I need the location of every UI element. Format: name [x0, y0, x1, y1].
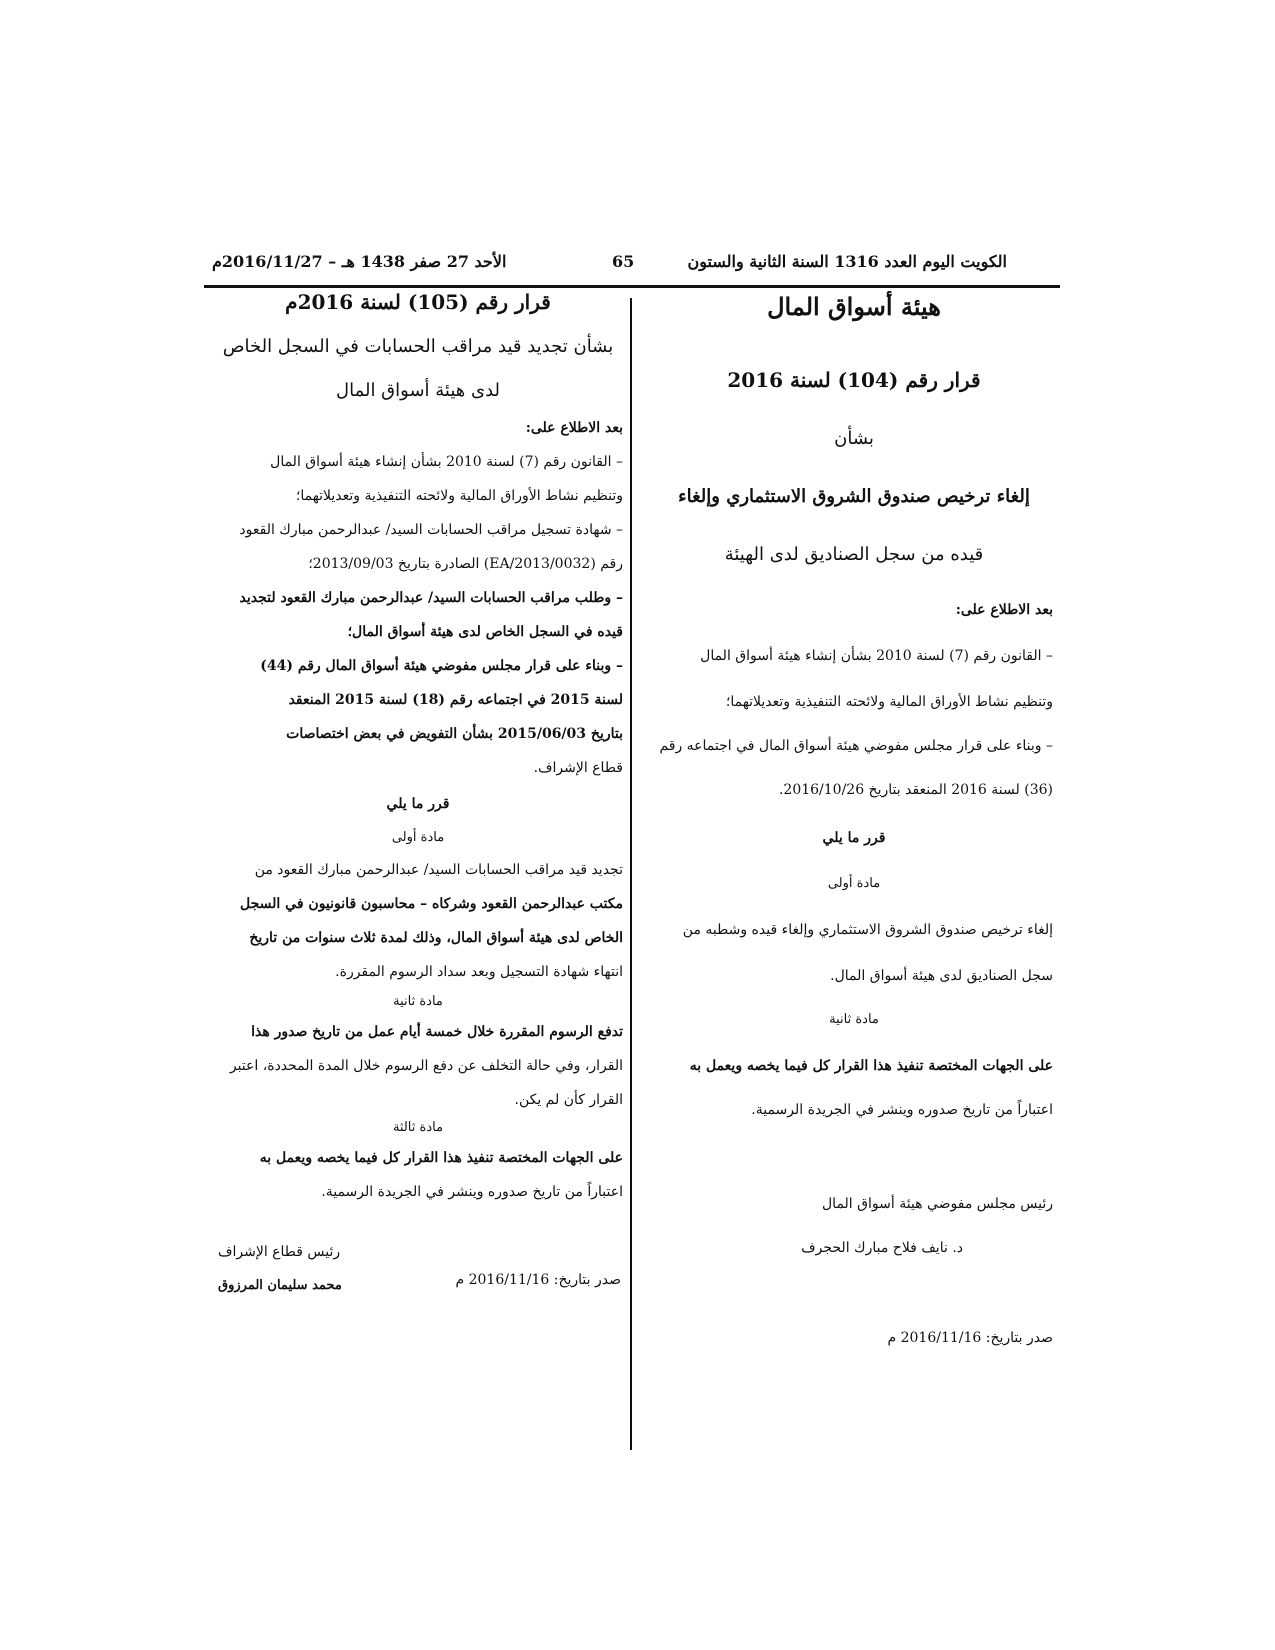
gazette-date-header: الأحد 27 صفر 1438 هـ – 2016/11/27م [212, 252, 507, 271]
decision-105-article-1-line: الخاص لدى هيئة أسواق المال، وذلك لمدة ثلاث سنوات من تاريخ [249, 930, 623, 946]
decision-105-issue-date: صدر بتاريخ: 2016/11/16 م [455, 1272, 621, 1288]
decision-105-article-3-line: على الجهات المختصة تنفيذ هذا القرار كل فيما يخصه ويعمل به [259, 1150, 623, 1166]
decision-105-preamble-line: – القانون رقم (7) لسنة 2010 بشأن إنشاء هيئة أسواق المال [270, 454, 623, 470]
decision-105-article-1-line: تجديد قيد مراقب الحسابات السيد/ عبدالرحمن مبارك القعود من [254, 862, 623, 878]
authority-title: هيئة أسواق المال [767, 292, 941, 321]
decision-105-article-3-title: مادة ثالثة [392, 1120, 444, 1135]
decision-105-number: قرار رقم (105) لسنة 2016م [285, 290, 551, 314]
decision-104-article-2-title: مادة ثانية [829, 1012, 879, 1027]
decision-104-after-review: بعد الاطلاع على: [955, 602, 1053, 618]
decision-105-decided: قرر ما يلي [386, 796, 450, 812]
decision-104-subject-line-2: قيده من سجل الصناديق لدى الهيئة [724, 544, 984, 565]
decision-104-decided: قرر ما يلي [822, 830, 886, 846]
decision-104-issue-date: صدر بتاريخ: 2016/11/16 م [887, 1330, 1053, 1346]
decision-105-preamble-line: – شهادة تسجيل مراقب الحسابات السيد/ عبدالرحمن مبارك القعود [239, 522, 623, 538]
decision-105-signatory-title: رئيس قطاع الإشراف [218, 1244, 341, 1260]
decision-105-article-2-title: مادة ثانية [393, 994, 443, 1009]
decision-105-article-1-line: انتهاء شهادة التسجيل وبعد سداد الرسوم المقررة. [335, 964, 623, 980]
decision-105-preamble-line: قطاع الإشراف. [533, 760, 623, 776]
decision-104-preamble-line: (36) لسنة 2016 المنعقد بتاريخ 2016/10/26. [778, 782, 1053, 798]
decision-104-preamble-line: – القانون رقم (7) لسنة 2010 بشأن إنشاء هيئة أسواق المال [700, 648, 1053, 664]
decision-104-regarding: بشأن [834, 428, 874, 449]
decision-104-number: قرار رقم (104) لسنة 2016 [727, 368, 981, 392]
decision-105-article-2-line: تدفع الرسوم المقررة خلال خمسة أيام عمل من تاريخ صدور هذا [251, 1024, 623, 1040]
decision-105-preamble-line: قيده في السجل الخاص لدى هيئة أسواق المال؛ [347, 624, 623, 640]
decision-104-article-2-line: على الجهات المختصة تنفيذ هذا القرار كل فيما يخصه ويعمل به [689, 1058, 1053, 1074]
decision-105-signatory-name: محمد سليمان المرزوق [218, 1278, 342, 1293]
decision-104-preamble-line: وتنظيم نشاط الأوراق المالية ولائحته التنفيذية وتعديلاتهما؛ [725, 694, 1053, 710]
decision-104-subject-line-1: إلغاء ترخيص صندوق الشروق الاستثماري وإلغاء [678, 486, 1030, 507]
decision-104-article-1-line: إلغاء ترخيص صندوق الشروق الاستثماري وإلغاء قيده وشطبه من [682, 922, 1053, 938]
decision-105-article-1-line: مكتب عبدالرحمن القعود وشركاه – محاسبون قانونيون في السجل [240, 896, 623, 912]
decision-105-preamble-line: وتنظيم نشاط الأوراق المالية ولائحته التنفيذية وتعديلاتهما؛ [295, 488, 623, 504]
decision-105-preamble-line: بتاريخ 2015/06/03 بشأن التفويض في بعض اختصاصات [286, 726, 623, 742]
decision-104-article-2-line: اعتباراً من تاريخ صدوره وينشر في الجريدة الرسمية. [751, 1102, 1053, 1118]
decision-104-article-1-line: سجل الصناديق لدى هيئة أسواق المال. [830, 968, 1053, 984]
decision-105-preamble-line: – وطلب مراقب الحسابات السيد/ عبدالرحمن مبارك القعود لتجديد [239, 590, 623, 606]
decision-104-signatory-name: د. نايف فلاح مبارك الحجرف [801, 1240, 963, 1256]
decision-105-preamble-line: – وبناء على قرار مجلس مفوضي هيئة أسواق المال رقم (44) [260, 658, 623, 674]
decision-104-article-1-title: مادة أولى [827, 876, 881, 891]
page-number: 65 [612, 252, 635, 271]
decision-105-preamble-line: لسنة 2015 في اجتماعه رقم (18) لسنة 2015 المنعقد [288, 692, 623, 708]
decision-105-subject-line-2: لدى هيئة أسواق المال [336, 380, 500, 401]
decision-105-article-2-line: القرار كأن لم يكن. [514, 1092, 623, 1108]
decision-105-article-1-title: مادة أولى [391, 830, 445, 845]
column-divider [630, 298, 632, 1450]
decision-104-preamble-line: – وبناء على قرار مجلس مفوضي هيئة أسواق المال في اجتماعه رقم [659, 738, 1053, 754]
decision-105-after-review: بعد الاطلاع على: [525, 420, 623, 436]
decision-104-signatory-title: رئيس مجلس مفوضي هيئة أسواق المال [822, 1196, 1053, 1212]
decision-105-subject-line-1: بشأن تجديد قيد مراقب الحسابات في السجل الخاص [222, 336, 614, 357]
decision-105-article-3-line: اعتباراً من تاريخ صدوره وينشر في الجريدة الرسمية. [321, 1184, 623, 1200]
gazette-issue-header: الكويت اليوم العدد 1316 السنة الثانية والستون [687, 252, 1007, 271]
decision-105-preamble-line: رقم (EA/2013/0032) الصادرة بتاريخ 2013/09/03؛ [308, 556, 623, 572]
decision-105-article-2-line: القرار، وفي حالة التخلف عن دفع الرسوم خلال المدة المحددة، اعتبر [229, 1058, 623, 1074]
header-rule [204, 285, 1060, 288]
